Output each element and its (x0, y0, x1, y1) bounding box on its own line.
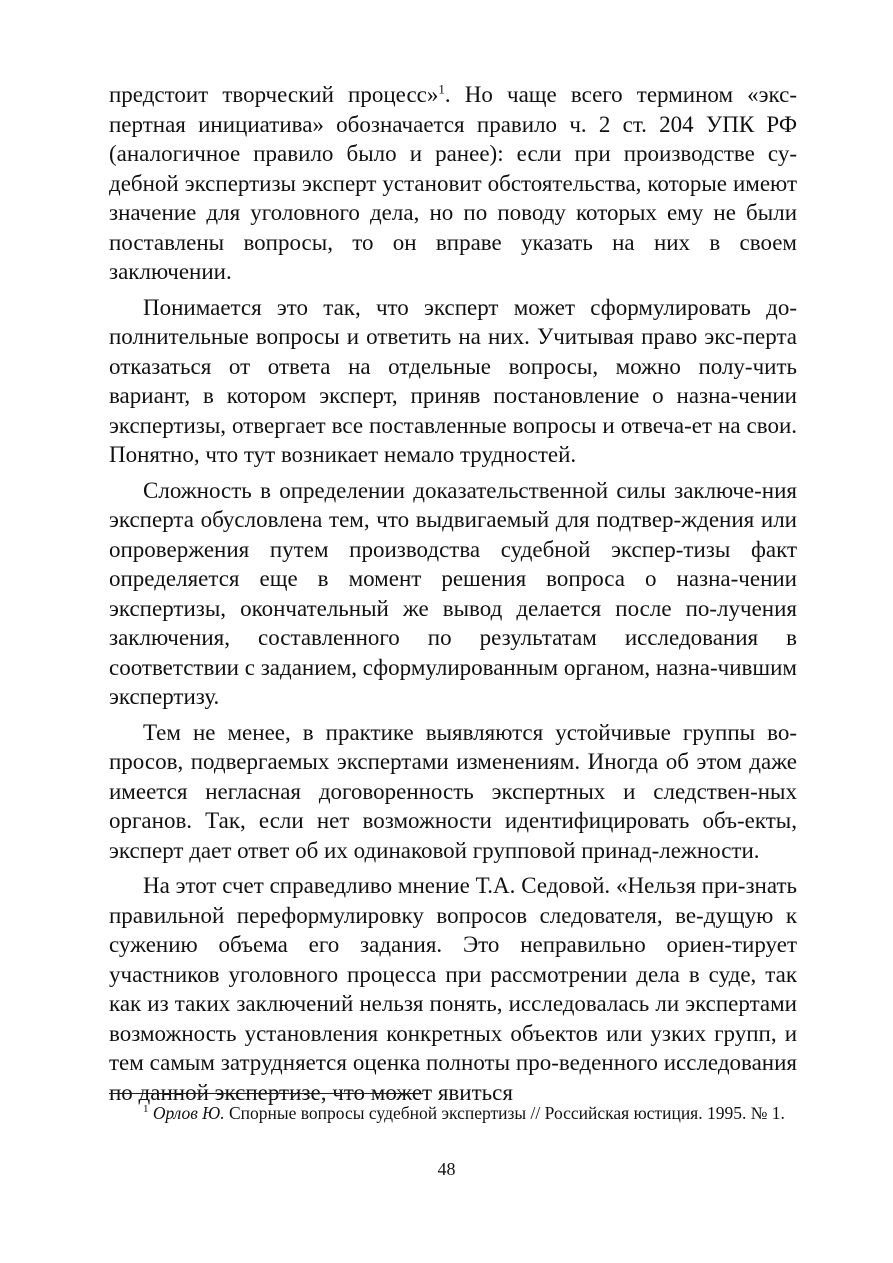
main-text (109, 80, 797, 1107)
paragraph-2: Понимается это так, что эксперт может сформулировать до-полнительные вопросы и ответить на них. Учитывая право экс-перта отказаться от ответа на отдельные вопросы, можно полу-чить вариант, в котором эксперт, приняв постановление о назна-чении экспертизы, отвергает все поставленные вопросы и отвеча-ет на свои. Понятно, что тут возникает немало трудностей. (109, 294, 797, 467)
paragraph-1-text-after: . Но чаще всего термином «экс-пертная инициатива» обозначается правило ч. 2 ст. 204 УПК РФ (аналогичное правило было и ранее): если при производстве су-дебной экспертизы эксперт установит обстоятельства, которые имеют значение для уголовного дела, но по поводу которых ему не были поставлены вопросы, то он вправе указать на них в своем заключении. (109, 82, 797, 284)
paragraph-3: Сложность в определении доказательственной силы заключе-ния эксперта обусловлена тем, что выдвигаемый для подтвер-ждения или опровержения путем производства судебной экспер-тизы факт определяется еще в момент решения вопроса о назна-чении экспертизы, окончательный же вывод делается после по-лучения заключения, составленного по результатам исследования в соответствии с заданием, сформулированным органом, назна-чившим экспертизу. (109, 477, 797, 709)
footnote-divider (109, 1093, 423, 1094)
footnote-text: Спорные вопросы судебной экспертизы // Российская юстиция. 1995. № 1. (224, 1103, 785, 1123)
paragraph-1-text-before: предстоит творческий процесс» (109, 82, 439, 107)
paragraph-5: На этот счет справедливо мнение Т.А. Седовой. «Нельзя при-знать правильной переформулировку вопросов следователя, ве-дущую к сужению объема его задания. Это неправильно ориен-тирует участников уголовного процесса при рассмотрении дела в суде, так как из таких заключений нельзя понять, исследовалась ли экспертами возможность установления конкретных объектов или узких групп, и тем самым затрудняется оценка полноты про-веденного исследования по данной экспертизе, что может явиться (109, 873, 797, 1105)
footnote (109, 1101, 797, 1125)
page-body (109, 80, 797, 1107)
paragraph-1 (109, 80, 797, 287)
page-number: 48 (437, 1159, 456, 1179)
paragraph-4: Тем не менее, в практике выявляются устойчивые группы во-просов, подвергаемых экспертами изменениям. Иногда об этом даже имеется негласная договоренность экспертных и следствен-ных органов. Так, если нет возможности идентифицировать объ-екты, эксперт дает ответ об их одинаковой групповой принад-лежности. (109, 719, 797, 863)
footnote-mark: 1 (143, 1103, 149, 1116)
footnote-reference: 1 (438, 81, 445, 97)
footnote-author: Орлов Ю. (152, 1103, 225, 1123)
